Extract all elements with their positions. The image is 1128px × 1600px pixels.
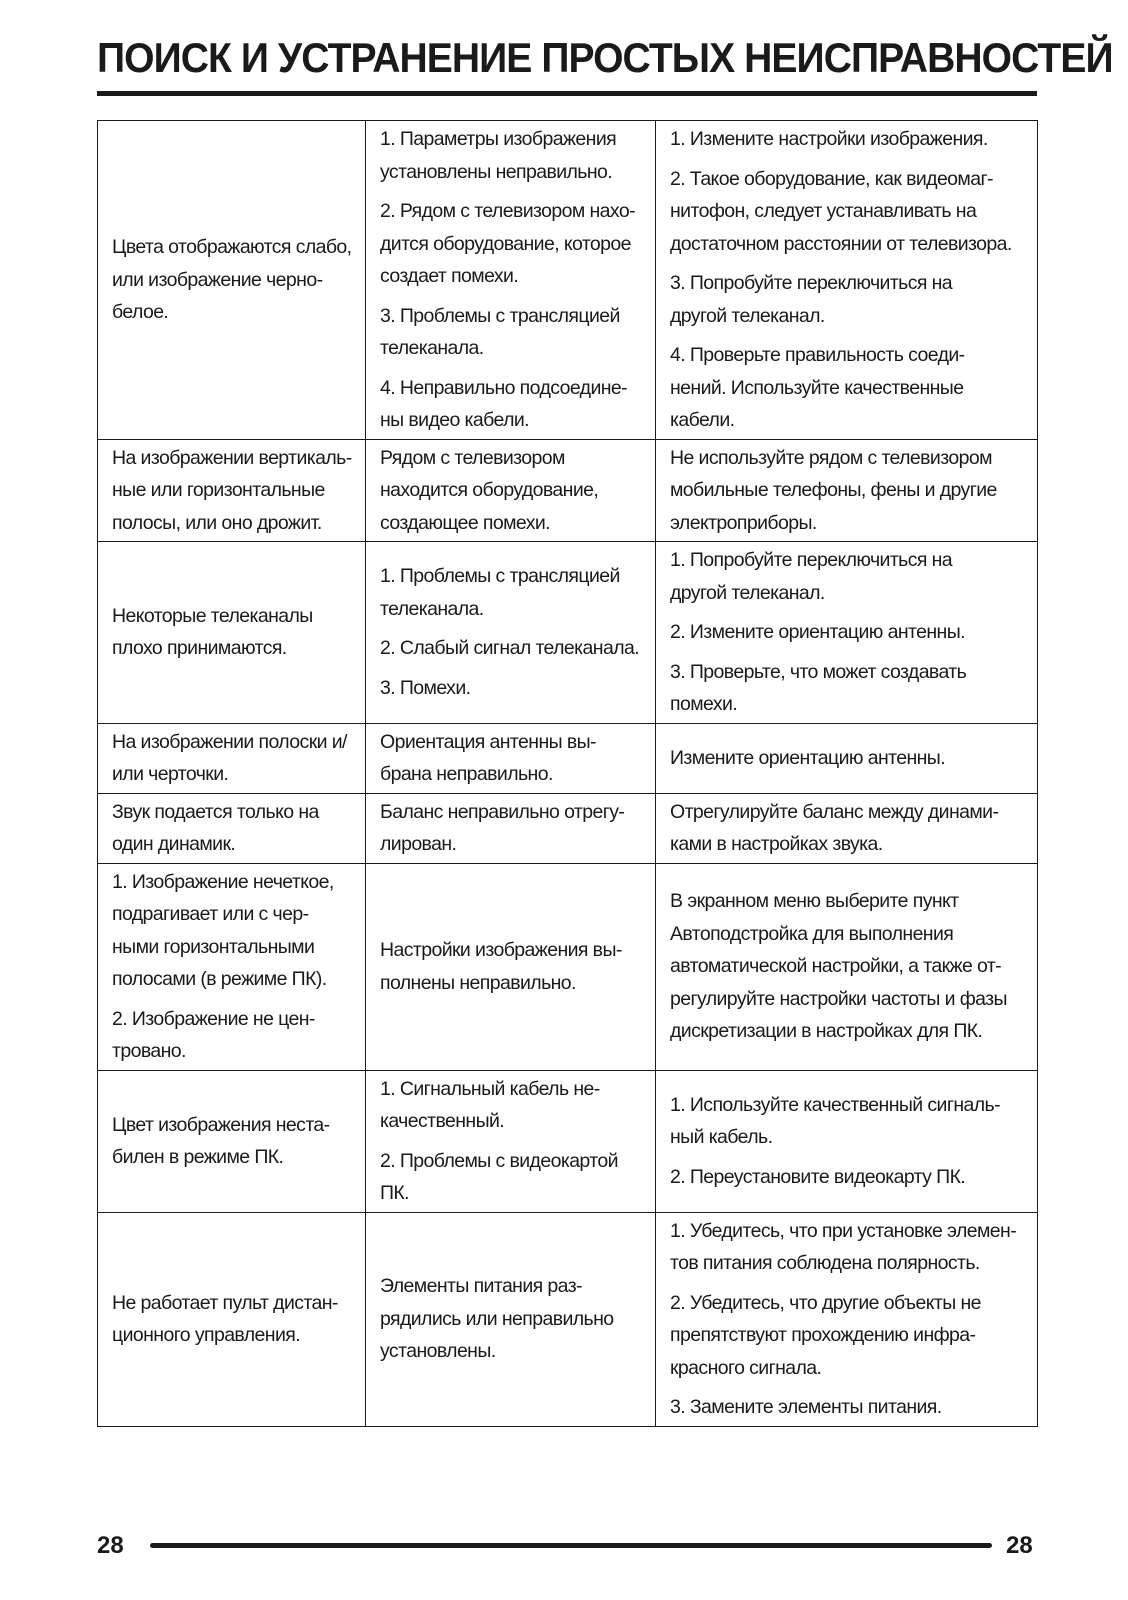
cell-text: 1. Используйте качественный сигналь- ный кабель.: [670, 1093, 1001, 1149]
cell-text: На изображении вертикаль- ные или горизонтальные полосы, или оно дрожит.: [112, 446, 352, 534]
cause-cell: [366, 542, 656, 724]
cell-text: В экранном меню выберите пункт Автоподстройка для выполнения автоматической настройки, а также от- регулируйте настройки частоты и фазы дискретизации в настройках для ПК.: [670, 890, 1007, 1043]
cell-text: 2. Рядом с телевизором нахо- дится оборудование, которое создает помехи.: [380, 200, 635, 287]
cell-text: 2. Убедитесь, что другие объекты не препятствуют прохождению инфра- красного сигнала.: [670, 1291, 981, 1379]
cell-text: 3. Проверьте, что может создавать помехи.: [670, 660, 967, 715]
cell-text: 2. Изображение не цен- тровано.: [112, 1007, 315, 1062]
cell-text: 1. Попробуйте переключиться на другой телеканал.: [670, 549, 953, 604]
table-row: [98, 1212, 1038, 1426]
cell-text: 2. Слабый сигнал телеканала.: [380, 637, 640, 660]
solution-cell: [656, 542, 1038, 724]
cell-text: 1. Сигнальный кабель не- качественный.: [380, 1077, 600, 1132]
cause-cell: [366, 1070, 656, 1212]
page-number-left: 28: [97, 1532, 124, 1559]
cell-text: Не используйте рядом с телевизором мобильные телефоны, фены и другие электроприборы.: [670, 446, 997, 534]
cell-text: 2. Проблемы с видеокартой ПК.: [380, 1149, 618, 1204]
cell-text: Отрегулируйте баланс между динами- ками в настройках звука.: [670, 800, 999, 855]
solution-cell: [656, 1212, 1038, 1426]
table-row: [98, 793, 1038, 863]
cell-text: Звук подается только на один динамик.: [112, 800, 319, 855]
page-title: ПОИСК И УСТРАНЕНИЕ ПРОСТЫХ НЕИСПРАВНОСТЕЙ: [97, 34, 1113, 81]
cell-text: На изображении полоски и/ или черточки.: [112, 730, 347, 785]
table-row: [98, 723, 1038, 793]
cell-text: 3. Проблемы с трансляцией телеканала.: [380, 304, 620, 359]
problem-cell: [98, 863, 366, 1070]
table-row: [98, 439, 1038, 542]
solution-cell: [656, 1070, 1038, 1212]
table-row: [98, 121, 1038, 440]
cell-text: 3. Замените элементы питания.: [670, 1396, 942, 1418]
table-row: [98, 863, 1038, 1070]
cause-cell: [366, 723, 656, 793]
cell-text: 1. Убедитесь, что при установке элемен- тов питания соблюдена полярность.: [670, 1219, 1017, 1274]
cell-text: 2. Измените ориентацию антенны.: [670, 621, 965, 643]
problem-cell: [98, 793, 366, 863]
cell-text: 4. Проверьте правильность соеди- нений. Используйте качественные кабели.: [670, 344, 965, 431]
footer-divider: [150, 1543, 992, 1548]
cell-text: Ориентация антенны вы- брана неправильно.: [380, 730, 596, 785]
cause-cell: [366, 863, 656, 1070]
cell-text: 1. Проблемы с трансляцией телеканала.: [380, 565, 620, 620]
cell-text: 2. Такое оборудование, как видеомаг- нитофон, следует устанавливать на достаточном расстоянии от телевизора.: [670, 167, 1012, 255]
cell-text: Измените ориентацию антенны.: [670, 746, 946, 769]
cause-cell: [366, 793, 656, 863]
cause-cell: [366, 439, 656, 542]
problem-cell: [98, 121, 366, 440]
page-number-right: 28: [1006, 1532, 1033, 1559]
troubleshooting-table: [97, 120, 1038, 1427]
cell-text: 4. Неправильно подсоедине- ны видео кабели.: [380, 376, 628, 431]
problem-cell: [98, 1070, 366, 1212]
table-row: [98, 1070, 1038, 1212]
problem-cell: [98, 723, 366, 793]
solution-cell: [656, 793, 1038, 863]
table-row: [98, 542, 1038, 724]
cause-cell: [366, 1212, 656, 1426]
problem-cell: [98, 1212, 366, 1426]
cell-text: Рядом с телевизором находится оборудование, создающее помехи.: [380, 446, 599, 534]
cell-text: Настройки изображения вы- полнены неправильно.: [380, 939, 622, 994]
problem-cell: [98, 542, 366, 724]
cell-text: Цвет изображения неста- билен в режиме ПК.: [112, 1113, 330, 1168]
title-divider: [97, 91, 1037, 96]
cell-text: Баланс неправильно отрегу- лирован.: [380, 800, 625, 855]
cell-text: 3. Попробуйте переключиться на другой телеканал.: [670, 272, 953, 327]
cell-text: Не работает пульт дистан- ционного управления.: [112, 1291, 338, 1346]
cell-text: 2. Переустановите видеокарту ПК.: [670, 1165, 966, 1188]
cell-text: 1. Изображение нечеткое, подрагивает или с чер- ными горизонтальными полосами (в режиме ПК).: [112, 870, 334, 990]
problem-cell: [98, 439, 366, 542]
cell-text: 1. Параметры изображения установлены неправильно.: [380, 128, 617, 183]
cell-text: Некоторые телеканалы плохо принимаются.: [112, 604, 313, 660]
cause-cell: [366, 121, 656, 440]
cell-text: 3. Помехи.: [380, 676, 471, 699]
solution-cell: [656, 439, 1038, 542]
solution-cell: [656, 121, 1038, 440]
cell-text: Элементы питания раз- рядились или неправильно установлены.: [380, 1275, 614, 1363]
cell-text: Цвета отображаются слабо, или изображение черно- белое.: [112, 236, 352, 323]
solution-cell: [656, 723, 1038, 793]
cell-text: 1. Измените настройки изображения.: [670, 128, 988, 150]
solution-cell: [656, 863, 1038, 1070]
